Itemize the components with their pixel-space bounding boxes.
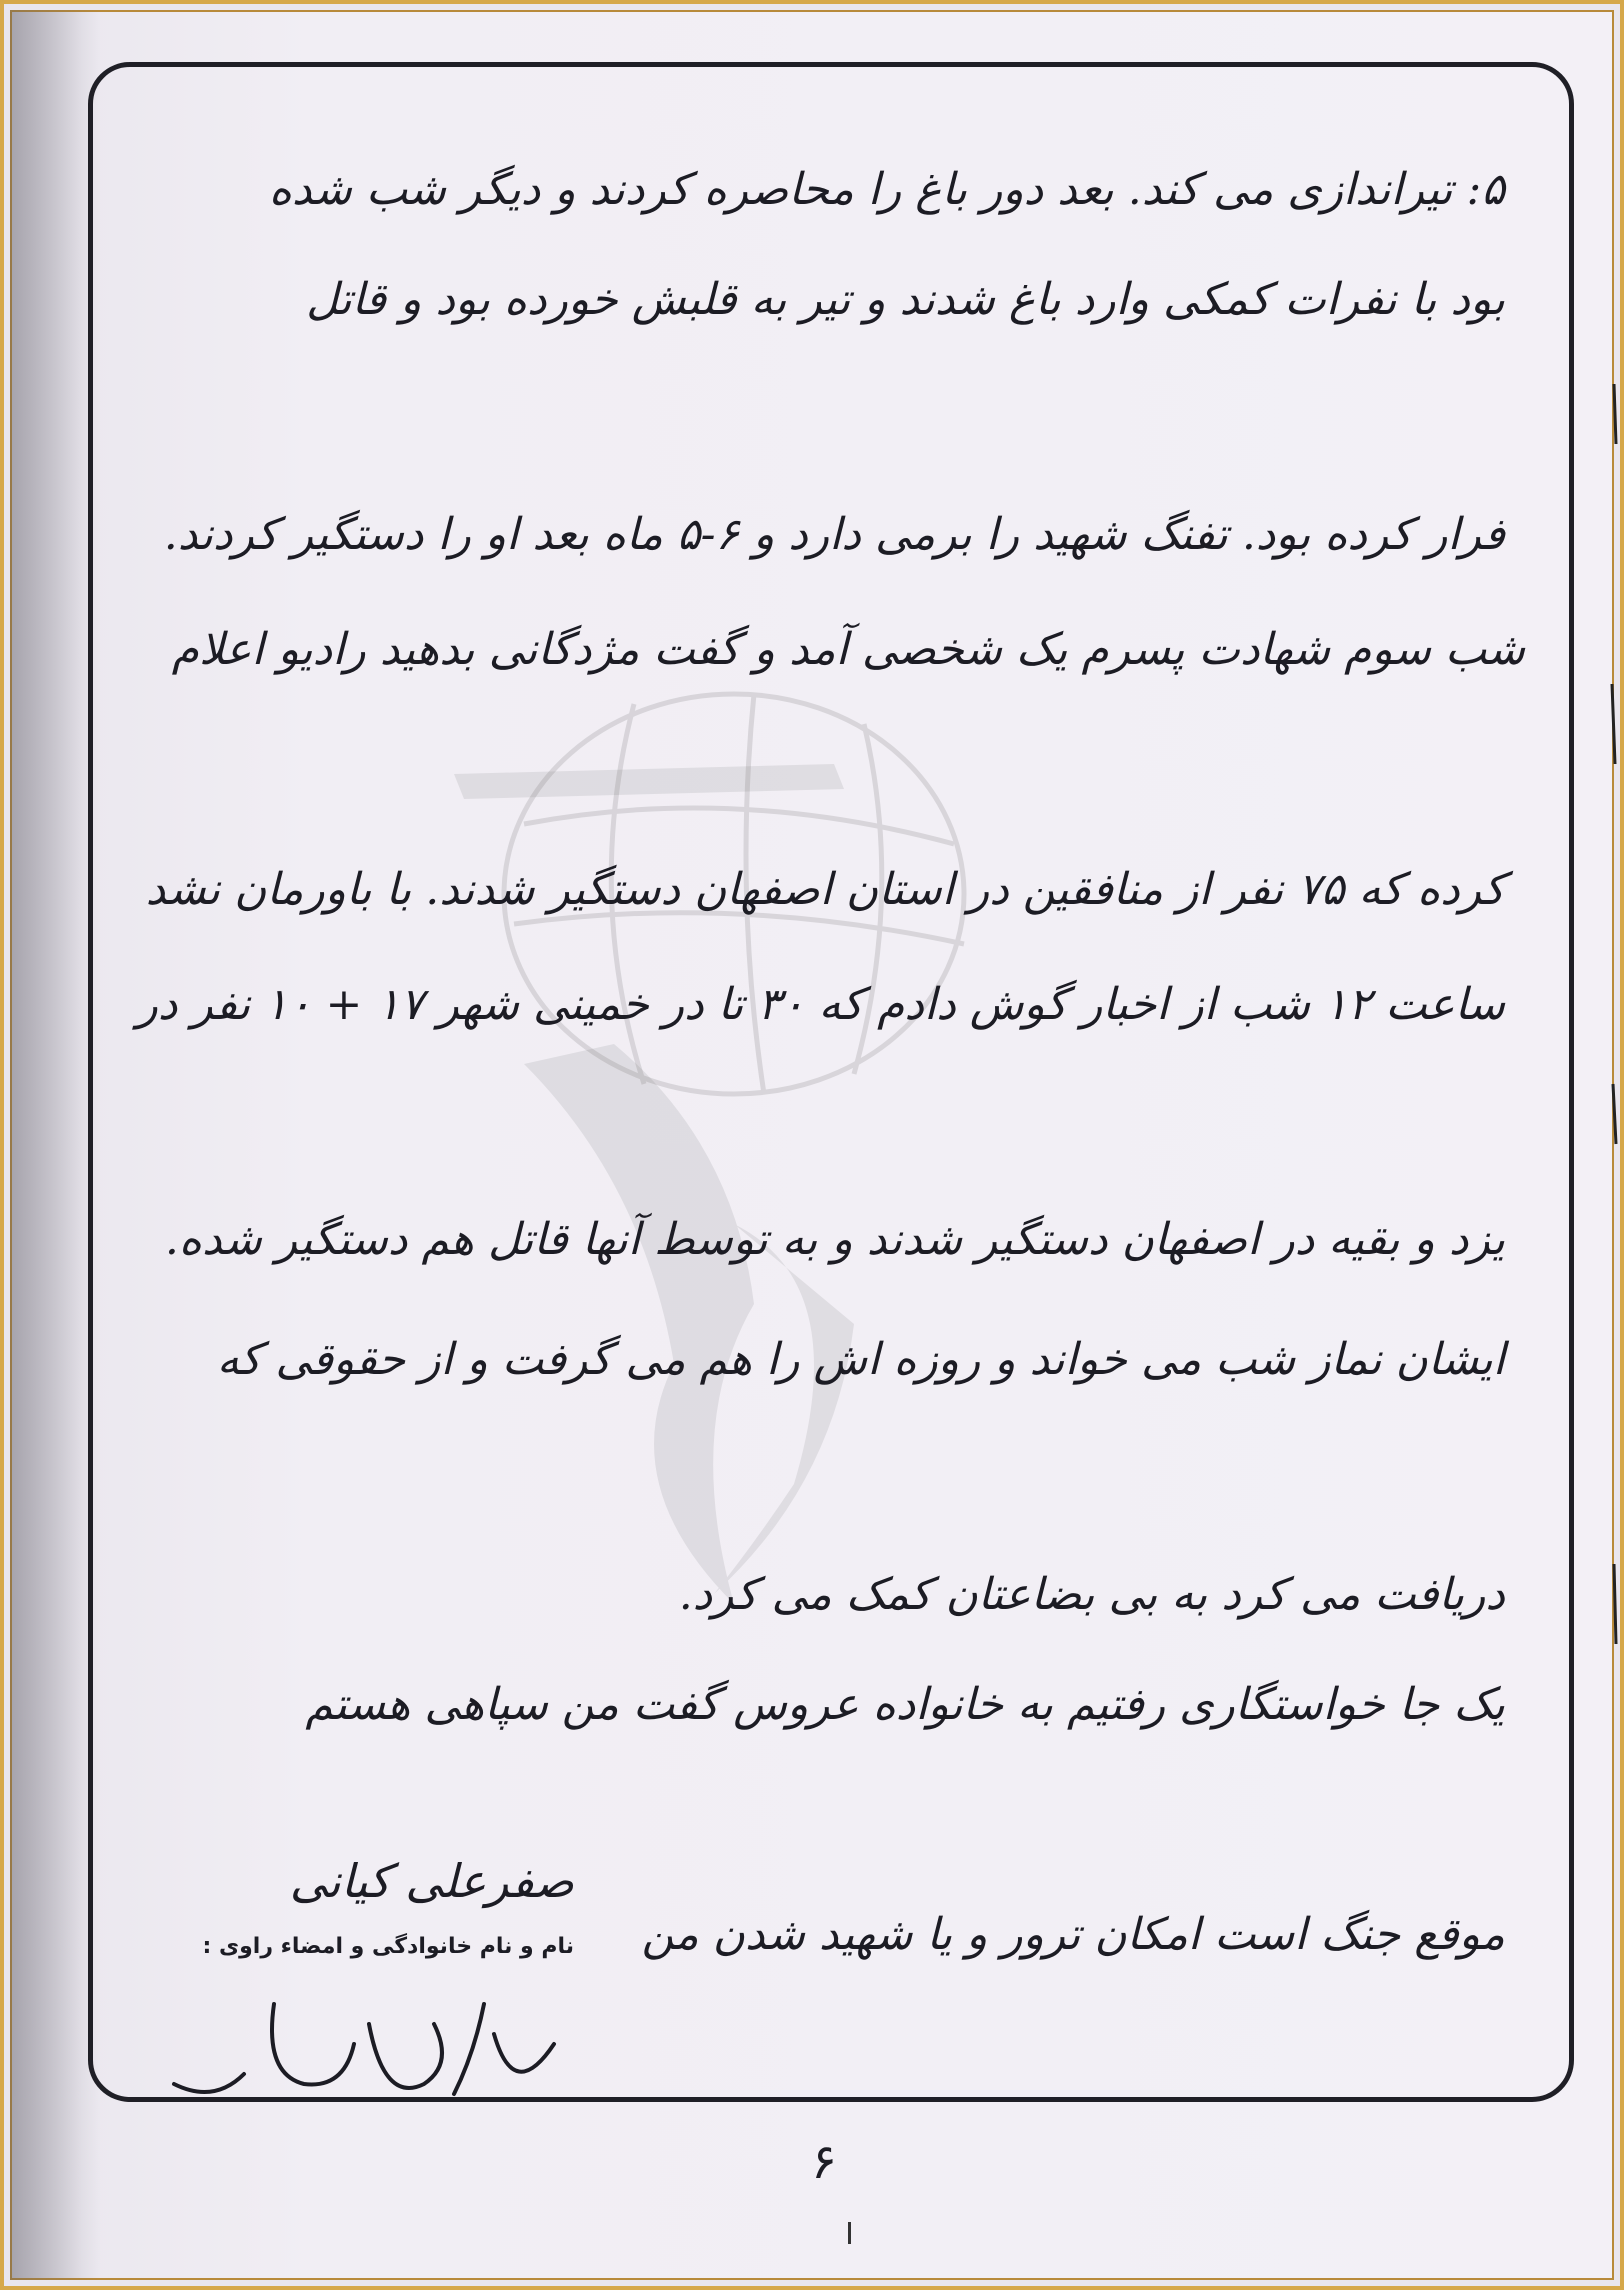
- handwritten-line-3: فرار کرده بود. تفنگ شهید را برمی دارد و ۶-۵ ماه بعد او را دستگیر کردند.: [163, 509, 1505, 560]
- handwritten-line-8: ایشان نماز شب می خواند و روزه اش را هم می گرفت و از حقوقی که: [216, 1334, 1505, 1385]
- handwritten-line-6: ساعت ۱۲ شب از اخبار گوش دادم که ۳۰ تا در خمینی شهر ۱۷ + ۱۰ نفر در: [136, 979, 1505, 1030]
- page-number: ۶: [811, 2134, 837, 2190]
- narrator-signature-label: نام و نام خانوادگی و امضاء راوی :: [202, 1934, 574, 1959]
- handwritten-line-11: موقع جنگ است امکان ترور و یا شهید شدن من: [641, 1909, 1505, 1960]
- narrator-signature-block: [154, 1854, 574, 2114]
- handwritten-line-4: شب سوم شهادت پسرم یک شخصی آمد و گفت مژدگانی بدهید رادیو اعلام: [171, 624, 1525, 675]
- page-tick-mark: [848, 2222, 851, 2244]
- handwritten-line-10: یک جا خواستگاری رفتیم به خانواده عروس گفت من سپاهی هستم: [305, 1679, 1505, 1730]
- right-edge-marks: [1604, 384, 1624, 1984]
- handwritten-line-1: ۵: تیراندازی می کند. بعد دور باغ را محاصره کردند و دیگر شب شده: [268, 164, 1505, 215]
- handwritten-line-2: بود با نفرات کمکی وارد باغ شدند و تیر به قلبش خورده بود و قاتل: [306, 274, 1505, 325]
- handwritten-line-7: یزد و بقیه در اصفهان دستگیر شدند و به توسط آنها قاتل هم دستگیر شده.: [164, 1214, 1505, 1265]
- scan-shadow: [10, 10, 100, 2280]
- signature-scribble: [154, 1964, 574, 2114]
- handwritten-page-border: [88, 62, 1574, 2102]
- narrator-name: صفرعلی کیانی: [289, 1854, 574, 1908]
- handwritten-line-9: دریافت می کرد به بی بضاعتان کمک می کرد.: [678, 1569, 1505, 1620]
- handwritten-line-5: کرده که ۷۵ نفر از منافقین در استان اصفهان دستگیر شدند. با باورمان نشد: [145, 864, 1505, 915]
